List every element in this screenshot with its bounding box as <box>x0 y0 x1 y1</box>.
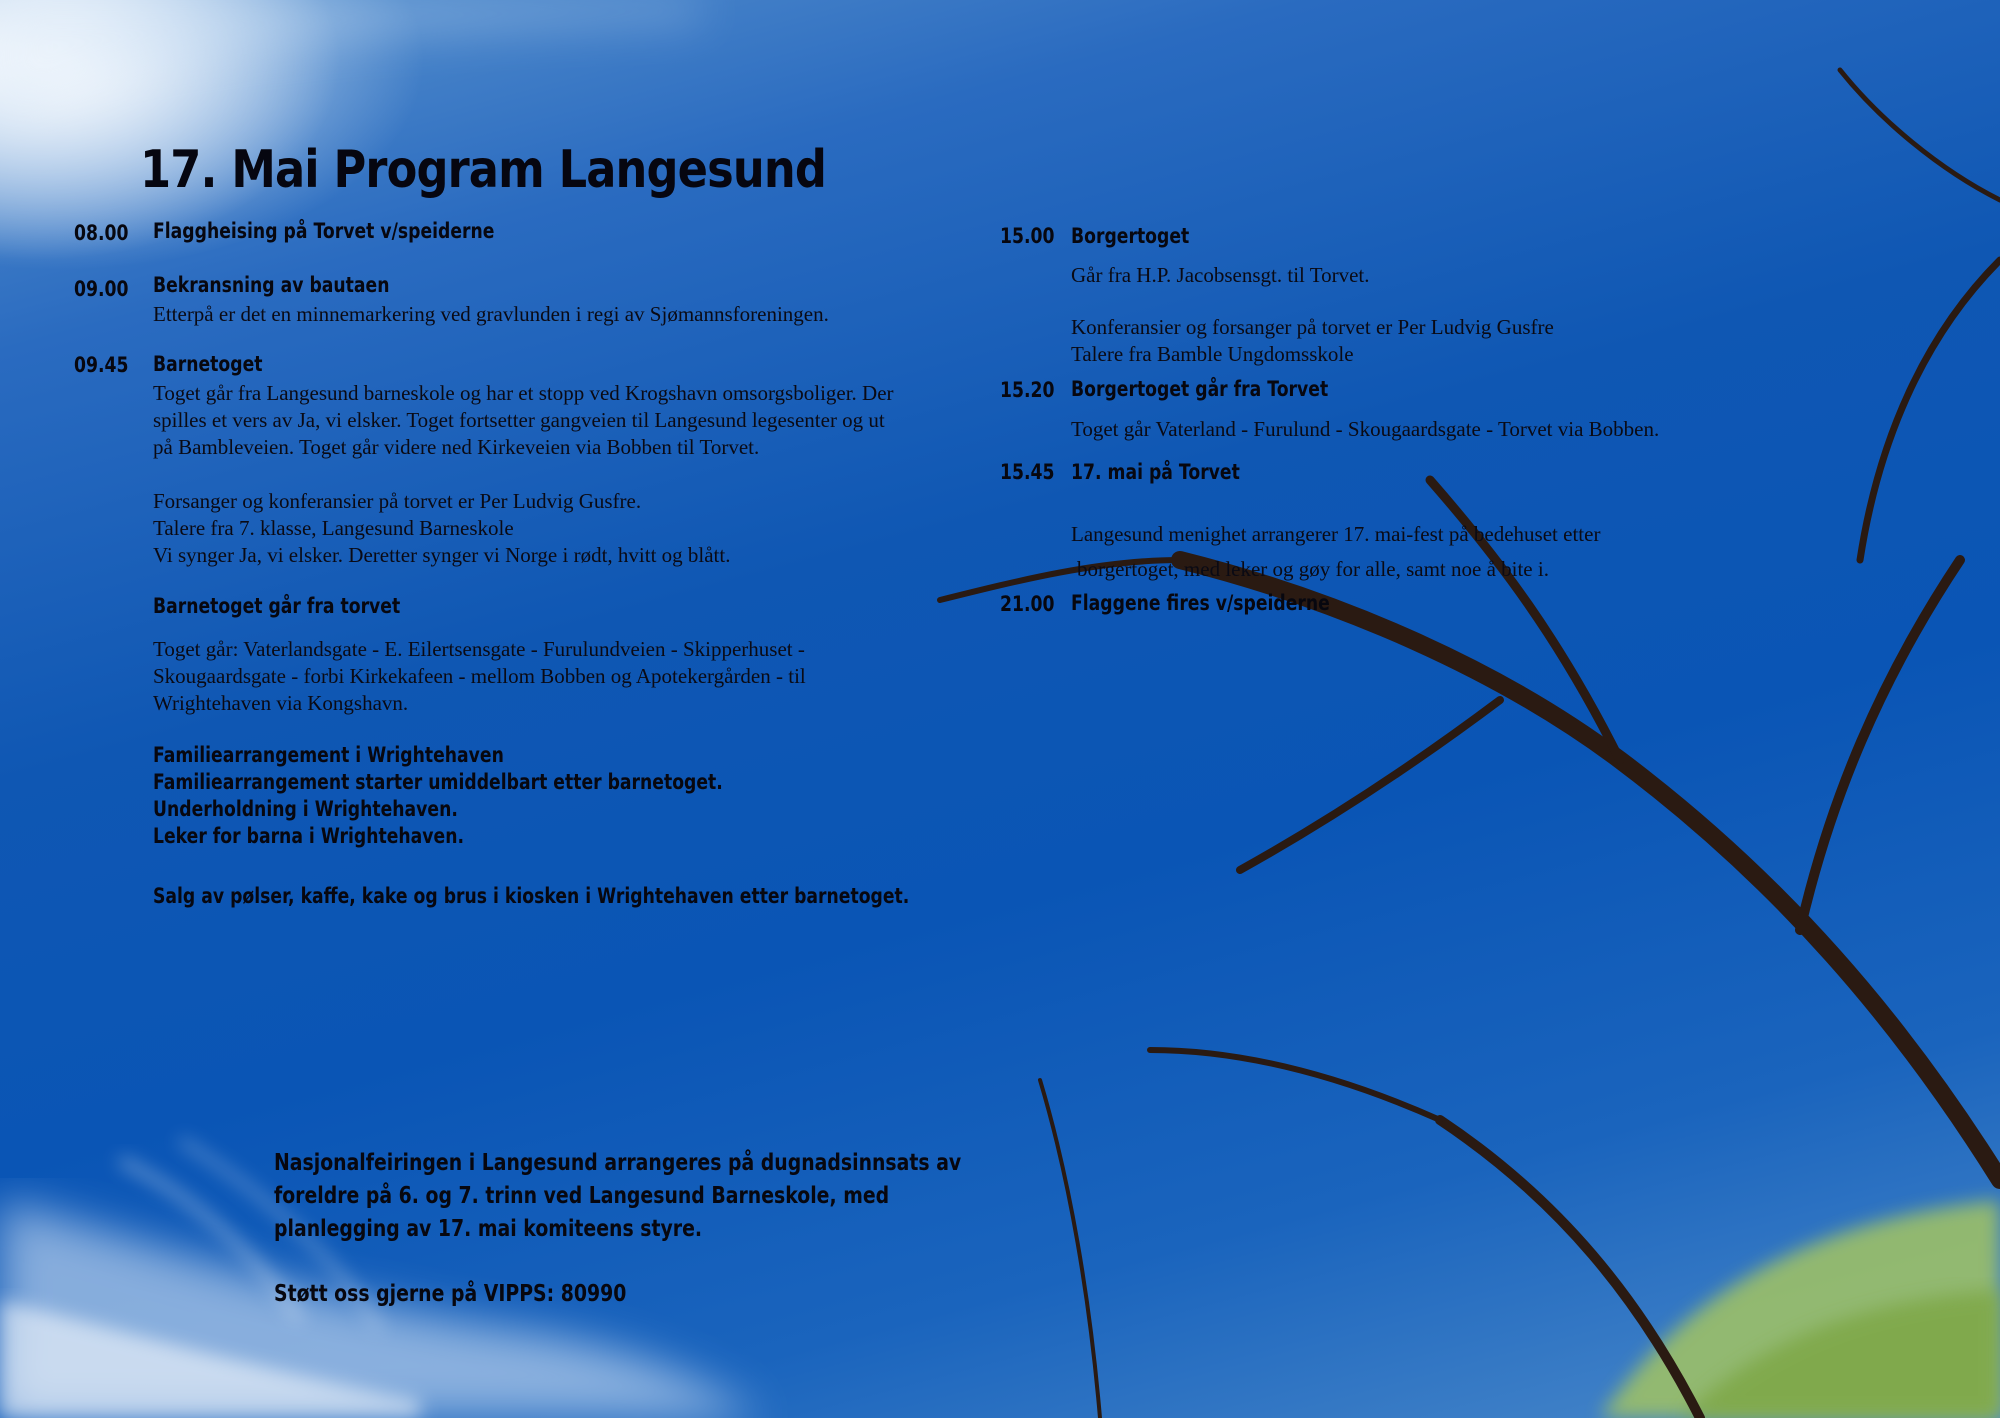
familie-line: Leker for barna i Wrightehaven. <box>153 824 464 848</box>
text-barnetoget <box>153 380 894 461</box>
familie-line: Familiearrangement starter umiddelbart etter barnetoget. <box>153 770 723 794</box>
text-line: Toget går fra Langesund barneskole og har et stopp ved Krogshavn omsorgsboliger. Der <box>153 381 894 405</box>
heading-17-mai-torvet: 17. mai på Torvet <box>1071 460 1240 484</box>
text-borgertoget-torvet <box>1071 314 1554 368</box>
salg-line: Salg av pølser, kaffe, kake og brus i kiosken i Wrightehaven etter barnetoget. <box>153 884 910 908</box>
vipps-line: Støtt oss gjerne på VIPPS: 80990 <box>274 1281 627 1307</box>
heading-borgertoget: Borgertoget <box>1071 224 1190 248</box>
time-0900: 09.00 <box>74 277 129 301</box>
heading-barnetoget-fra-torvet: Barnetoget går fra torvet <box>153 594 401 618</box>
text-line: spilles et vers av Ja, vi elsker. Toget fortsetter gangveien til Langesund legesenter og ut <box>153 408 885 432</box>
text-line: på Bambleveien. Toget går videre ned Kirkeveien via Bobben til Torvet. <box>153 435 760 459</box>
familie-line: Underholdning i Wrightehaven. <box>153 797 458 821</box>
page-title: 17. Mai Program Langesund <box>140 140 826 200</box>
time-1520: 15.20 <box>1000 378 1055 402</box>
heading-borgertoget-fra-torvet: Borgertoget går fra Torvet <box>1071 377 1329 401</box>
text-line: Forsanger og konferansier på torvet er Per Ludvig Gusfre. <box>153 489 642 513</box>
heading-flaggene-fires: Flaggene fires v/speiderne <box>1071 591 1330 615</box>
text-borgertoget: Går fra H.P. Jacobsensgt. til Torvet. <box>1071 263 1370 287</box>
text-line: Wrightehaven via Kongshavn. <box>153 691 409 715</box>
text-line: Vi synger Ja, vi elsker. Deretter synger vi Norge i rødt, hvitt og blått. <box>153 543 731 567</box>
text-line: Talere fra 7. klasse, Langesund Barneskole <box>153 516 514 540</box>
text-line: Konferansier og forsanger på torvet er Per Ludvig Gusfre <box>1071 315 1554 339</box>
text-barnetoget-torvet <box>153 488 730 569</box>
text-17-mai-torvet-2: borgertoget, med leker og gøy for alle, samt noe å bite i. <box>1077 557 1549 581</box>
footer-line: Nasjonalfeiringen i Langesund arrangeres på dugnadsinnsats av <box>274 1150 962 1176</box>
time-0945: 09.45 <box>74 353 129 377</box>
time-2100: 21.00 <box>1000 592 1055 616</box>
heading-flaggheising: Flaggheising på Torvet v/speiderne <box>153 219 495 243</box>
text-barnetoget-route <box>153 636 806 717</box>
familie-line: Familiearrangement i Wrightehaven <box>153 743 504 767</box>
text-17-mai-torvet-1: Langesund menighet arrangerer 17. mai-fest på bedehuset etter <box>1071 522 1601 546</box>
time-0800: 08.00 <box>74 221 129 245</box>
text-borgertoget-route: Toget går Vaterland - Furulund - Skougaardsgate - Torvet via Bobben. <box>1071 417 1660 441</box>
text-line: Talere fra Bamble Ungdomsskole <box>1071 342 1354 366</box>
familie-section <box>153 742 723 850</box>
time-1500: 15.00 <box>1000 224 1055 248</box>
footer-line: planlegging av 17. mai komiteens styre. <box>274 1216 703 1242</box>
footer-note <box>274 1147 961 1246</box>
heading-barnetoget: Barnetoget <box>153 352 263 376</box>
time-1545: 15.45 <box>1000 460 1055 484</box>
text-line: Skougaardsgate - forbi Kirkekafeen - mellom Bobben og Apotekergården - til <box>153 664 806 688</box>
footer-line: foreldre på 6. og 7. trinn ved Langesund Barneskole, med <box>274 1183 890 1209</box>
heading-bekransning: Bekransning av bautaen <box>153 273 390 297</box>
text-bekransning: Etterpå er det en minnemarkering ved gravlunden i regi av Sjømannsforeningen. <box>153 302 829 326</box>
text-line: Toget går: Vaterlandsgate - E. Eilertsensgate - Furulundveien - Skipperhuset - <box>153 637 805 661</box>
